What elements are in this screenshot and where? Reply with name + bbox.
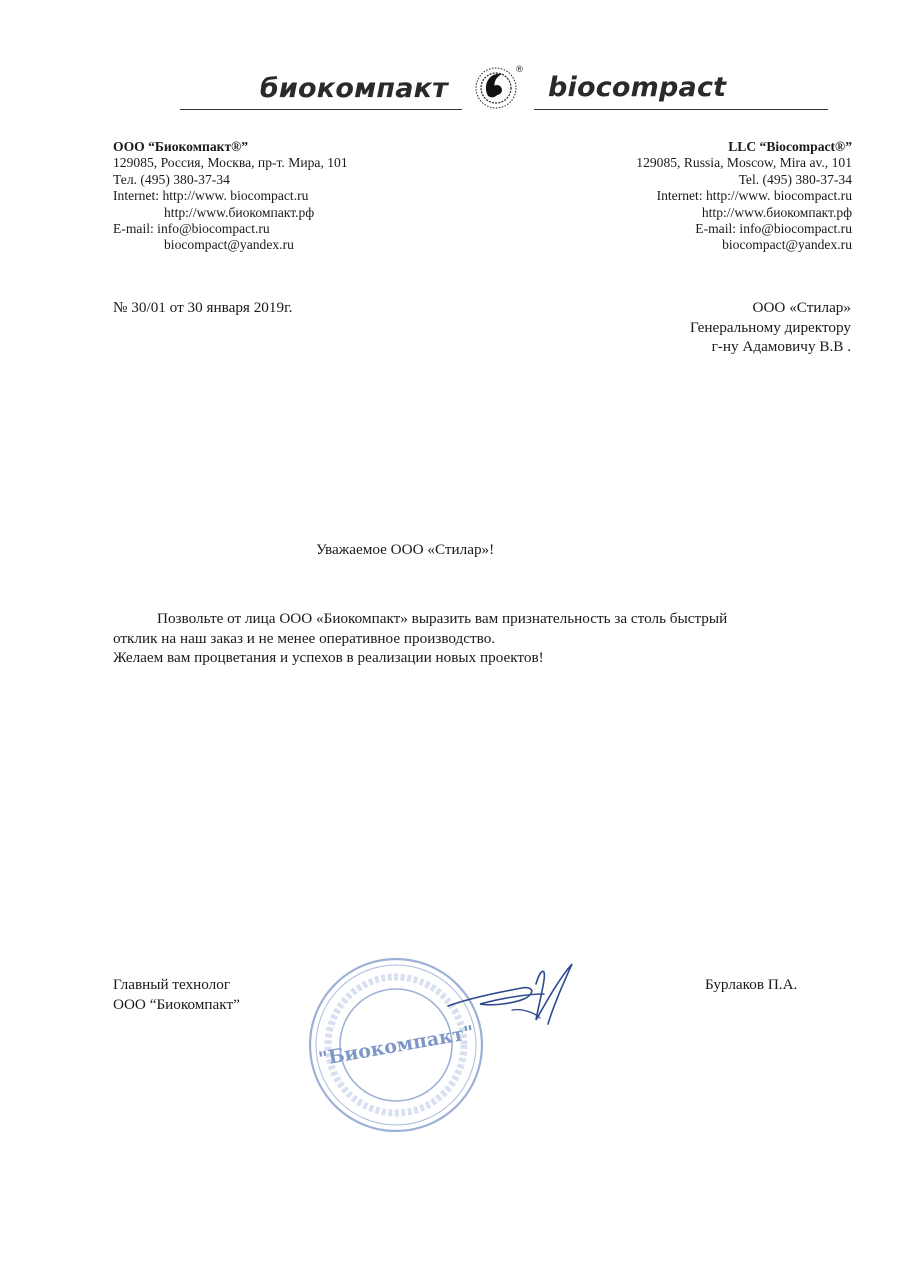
body-line: Позвольте от лица ООО «Биокомпакт» выразить вам признательность за столь быстрый [157, 610, 728, 627]
recipient-line: ООО «Стилар» [752, 299, 851, 316]
body-line: Желаем вам процветания и успехов в реализации новых проектов! [113, 649, 544, 666]
handwritten-signature [440, 958, 590, 1033]
signatory-company: ООО “Биокомпакт” [113, 995, 240, 1013]
registered-mark: ® [515, 65, 524, 75]
signatory-position: Главный технолог [113, 976, 231, 993]
letter-reference: № 30/01 от 30 января 2019г. [113, 299, 293, 316]
address-block-ru [113, 139, 348, 254]
email-ru-2: biocompact@yandex.ru [164, 237, 294, 253]
biocompact-logo-icon [468, 60, 528, 112]
salutation: Уважаемое ООО «Стилар»! [316, 541, 495, 558]
internet-ru-2: http://www.биокомпакт.рф [164, 204, 315, 220]
recipient-line: г-ну Адамовичу В.В . [711, 338, 851, 355]
postal-address-en: 129085, Russia, Moscow, Mira av., 101 [636, 155, 852, 171]
recipient-block [690, 298, 851, 357]
email-en-2: biocompact@yandex.ru [722, 237, 852, 253]
email-ru-1: E-mail: info@biocompact.ru [113, 221, 270, 237]
body-line: отклик на наш заказ и не менее оперативное производство. [113, 629, 496, 647]
internet-ru-1: Internet: http://www. biocompact.ru [113, 188, 309, 204]
letterhead-rule-right [534, 109, 828, 110]
company-name-en: LLC “Biocompact®” [728, 139, 852, 154]
internet-en-2: http://www.биокомпакт.рф [701, 204, 852, 220]
company-name-ru: ООО “Биокомпакт®” [113, 139, 249, 154]
recipient-line: Генеральному директору [689, 318, 851, 336]
address-block-en [636, 139, 852, 254]
letter-body [113, 609, 727, 668]
email-en-1: E-mail: info@biocompact.ru [695, 221, 852, 237]
phone-en: Tel. (495) 380-37-34 [738, 171, 852, 187]
phone-ru: Тел. (495) 380-37-34 [113, 171, 230, 187]
logo-text-en: biocompact [548, 72, 727, 103]
stamp-center-text: "Биокомпакт" [316, 1021, 476, 1071]
postal-address-ru: 129085, Россия, Москва, пр-т. Мира, 101 [113, 155, 348, 171]
signatory-block [113, 975, 240, 1014]
letterhead-rule-left [180, 109, 462, 110]
logo-text-ru: биокомпакт [259, 73, 448, 104]
signatory-name: Бурлаков П.А. [705, 976, 798, 993]
internet-en-1: Internet: http://www. biocompact.ru [656, 188, 852, 204]
